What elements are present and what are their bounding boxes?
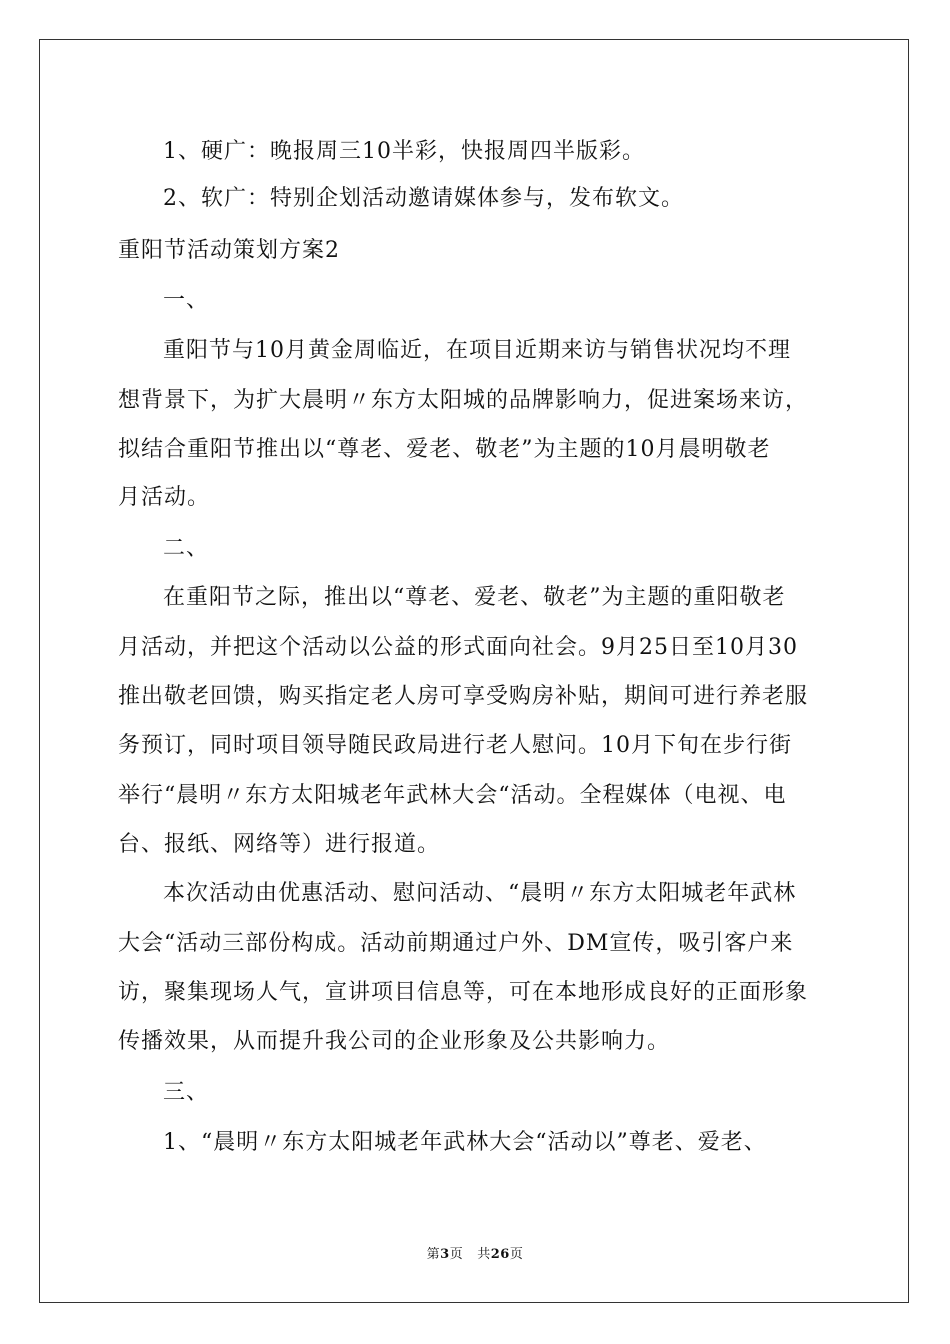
page-prefix: 第 bbox=[426, 1247, 441, 1262]
text-line: 务预订，同时项目领导随民政局进行老人慰问。10月下旬在步行街 bbox=[118, 733, 792, 758]
total-page-count: 26 bbox=[490, 1247, 510, 1262]
text-line: 想背景下，为扩大晨明〃东方太阳城的品牌影响力，促进案场来访， bbox=[118, 388, 809, 413]
text-line: 重阳节与10月黄金周临近，在项目近期来访与销售状况均不理 bbox=[163, 338, 791, 363]
text-line: 传播效果，从而提升我公司的企业形象及公共影响力。 bbox=[118, 1029, 671, 1054]
text-line: 台、报纸、网络等）进行报道。 bbox=[118, 832, 441, 857]
section-heading: 重阳节活动策划方案2 bbox=[118, 238, 340, 263]
text-line: 1、硬广：晚报周三10半彩，快报周四半版彩。 bbox=[163, 139, 645, 164]
text-line: 1、“晨明〃东方太阳城老年武林大会“活动以”尊老、爱老、 bbox=[163, 1130, 767, 1155]
text-line: 推出敬老回馈，购买指定老人房可享受购房补贴，期间可进行养老服 bbox=[118, 684, 809, 709]
text-line: 月活动。 bbox=[118, 485, 211, 510]
text-line: 月活动，并把这个活动以公益的形式面向社会。9月25日至10月30 bbox=[118, 635, 798, 660]
total-prefix: 共 bbox=[477, 1247, 491, 1262]
page-border bbox=[39, 39, 909, 1303]
page-footer bbox=[0, 1246, 950, 1264]
text-line: 本次活动由优惠活动、慰问活动、“晨明〃东方太阳城老年武林 bbox=[163, 881, 797, 906]
text-line: 访，聚集现场人气，宣讲项目信息等，可在本地形成良好的正面形象 bbox=[118, 980, 809, 1005]
section-number: 三、 bbox=[163, 1080, 210, 1105]
current-page-number: 3 bbox=[440, 1247, 450, 1262]
page-unit: 页 bbox=[449, 1247, 464, 1262]
text-line: 大会“活动三部份构成。活动前期通过户外、DM宣传，吸引客户来 bbox=[118, 931, 794, 956]
total-unit: 页 bbox=[509, 1247, 524, 1262]
section-number: 一、 bbox=[163, 288, 210, 313]
section-number: 二、 bbox=[163, 536, 210, 561]
text-line: 拟结合重阳节推出以“尊老、爱老、敬老”为主题的10月晨明敬老 bbox=[118, 437, 771, 462]
text-line: 举行“晨明〃东方太阳城老年武林大会“活动。全程媒体（电视、电 bbox=[118, 783, 787, 808]
text-line: 2、软广：特别企划活动邀请媒体参与，发布软文。 bbox=[163, 186, 684, 211]
text-line: 在重阳节之际，推出以“尊老、爱老、敬老”为主题的重阳敬老 bbox=[163, 585, 786, 610]
